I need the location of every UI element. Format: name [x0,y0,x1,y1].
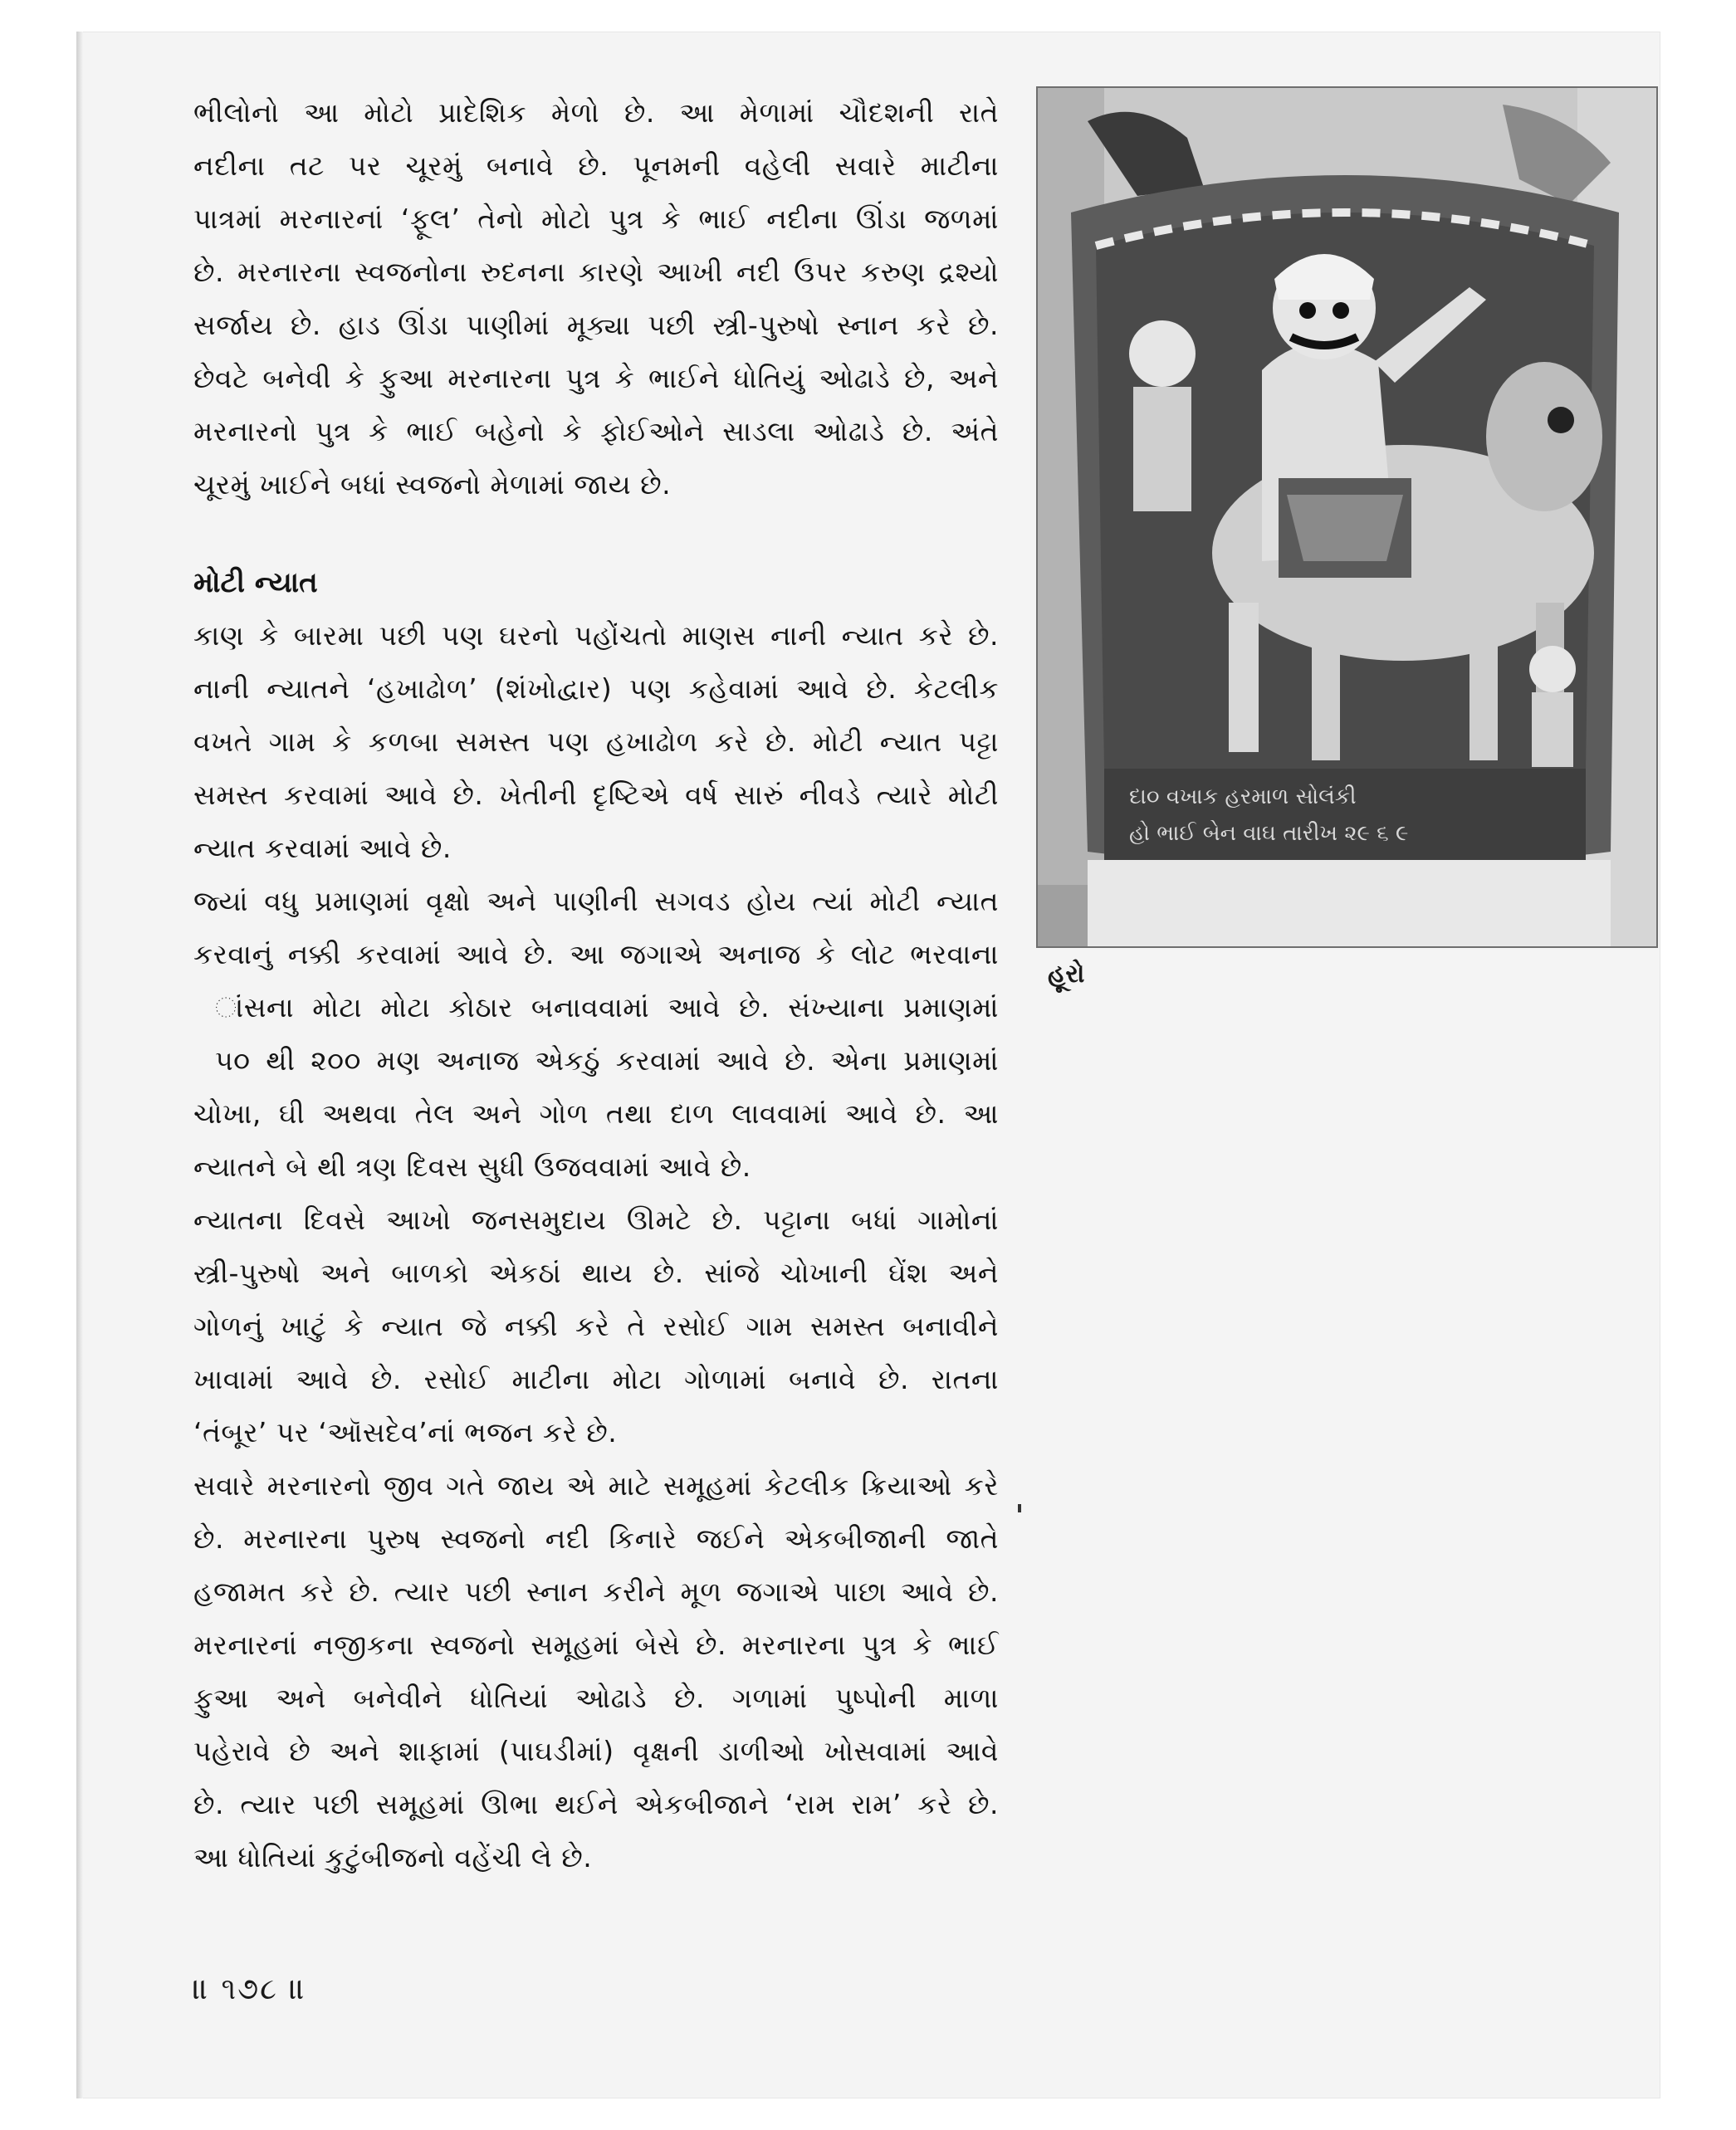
text-line: હજામત કરે છે. ત્યાર પછી સ્નાન કરીને મૂળ જગાએ પાછા આવે છે. [193,1576,999,1608]
text-column [193,86,999,1884]
text-line: ખાવામાં આવે છે. રસોઈ માટીના મોટા ગોળામાં બનાવે છે. રાતના [193,1363,999,1395]
text-line: કાણ કે બારમા પછી પણ ઘરનો પહોંચતો માણસ નાની ન્યાત કરે છે. [193,619,999,652]
print-mark [1018,1504,1021,1512]
text-line: ચોખા, ઘી અથવા તેલ અને ગોળ તથા દાળ લાવવામાં આવે છે. આ [193,1097,999,1130]
text-line: છેવટે બનેવી કે ફુઆ મરનારના પુત્ર કે ભાઈને ધોતિયું ઓઢાડે છે, અને [193,362,999,394]
memorial-stone-photo [1036,86,1658,948]
text-line: જ્યાં વધુ પ્રમાણમાં વૃક્ષો અને પાણીની સગવડ હોય ત્યાં મોટી ન્યાત [193,885,999,917]
paragraph [193,875,999,1194]
paragraph [193,1194,999,1459]
text-line: સર્જાય છે. હાડ ઊંડા પાણીમાં મૂક્યા પછી સ્ત્રી-પુરુષો સ્નાન કરે છે. [193,309,999,341]
text-line: પાત્રમાં મરનારનાં ‘ફૂલ’ તેનો મોટો પુત્ર કે ભાઈ નદીના ઊંડા જળમાં [193,203,999,235]
text-line: છે. મરનારના પુરુષ સ્વજનો નદી કિનારે જઈને એકબીજાની જાતે [193,1522,999,1555]
section-body [193,609,999,1884]
paragraph-fair-description [193,86,999,511]
text-line: પહેરાવે છે અને શાફામાં (પાઘડીમાં) વૃક્ષની ડાળીઓ ખોસવામાં આવે [193,1735,999,1767]
photo-caption: હૂરો [1048,960,1085,989]
paragraph [193,1459,999,1884]
text-line: નદીના તટ પર ચૂરમું બનાવે છે. પૂનમની વહેલી સવારે માટીના [193,149,999,182]
inscription-line-2: હો ભાઈ બેન વાઘ તારીખ ૨૯ ૬ ૯ [1129,821,1409,846]
text-line: મરનારનાં નજીકના સ્વજનો સમૂહમાં બેસે છે. મરનારના પુત્ર કે ભાઈ [193,1629,999,1661]
text-line: સમસ્ત કરવામાં આવે છે. ખેતીની દૃષ્ટિએ વર્ષ સારું નીવડે ત્યારે મોટી [193,779,999,811]
text-line: ૫૦ થી ૨૦૦ મણ અનાજ એકઠું કરવામાં આવે છે. એના પ્રમાણમાં [215,1044,999,1077]
paragraph [193,609,999,875]
text-line: છે. ત્યાર પછી સમૂહમાં ઊભા થઈને એકબીજાને ‘રામ રામ’ કરે છે. [193,1788,999,1820]
text-line: ફુઆ અને બનેવીને ધોતિયાં ઓઢાડે છે. ગળામાં પુષ્પોની માળા [193,1682,999,1714]
text-line: કરવાનું નક્કી કરવામાં આવે છે. આ જગાએ અનાજ કે લોટ ભરવાના [193,938,999,970]
text-line: ન્યાત કરવામાં આવે છે. [193,832,452,864]
text-line: ગોળનું ખાટું કે ન્યાત જે નક્કી કરે તે રસોઈ ગામ સમસ્ત બનાવીને [193,1310,999,1342]
page-number: ॥ ૧૭૮ ॥ [193,1972,307,2006]
text-line: સ્ત્રી-પુરુષો અને બાળકો એકઠાં થાય છે. સાંજે ચોખાની ઘેંશ અને [193,1257,999,1289]
text-line: ચૂરમું ખાઈને બધાં સ્વજનો મેળામાં જાય છે. [193,468,672,501]
section-heading: મોટી ન્યાત [193,566,318,599]
text-line: ન્યાતના દિવસે આખો જનસમુદાય ઊમટે છે. પટ્ટાના બધાં ગામોનાં [193,1204,999,1236]
inscription-line-1: દા૦ વખાક હરમાળ સોલંકી [1129,784,1357,809]
page-gutter-shadow [76,32,83,2098]
text-line: સવારે મરનારનો જીવ ગતે જાય એ માટે સમૂહમાં કેટલીક ક્રિયાઓ કરે [193,1469,999,1502]
text-line: ાંસના મોટા મોટા કોઠાર બનાવવામાં આવે છે. સંખ્યાના પ્રમાણમાં [215,991,999,1023]
text-line: ભીલોનો આ મોટો પ્રાદેશિક મેળો છે. આ મેળામાં ચૌદશની રાતે [193,96,999,129]
text-line: મરનારનો પુત્ર કે ભાઈ બહેનો કે ફોઈઓને સાડલા ઓઢાડે છે. અંતે [193,415,999,447]
text-line: ‘તંબૂર’ પર ‘ઑસદેવ’નાં ભજન કરે છે. [193,1416,618,1448]
text-line: નાની ન્યાતને ‘હખાઢોળ’ (શંખોદ્વાર) પણ કહેવામાં આવે છે. કેટલીક [193,672,999,705]
text-line: છે. મરનારના સ્વજનોના રુદનના કારણે આખી નદી ઉપર કરુણ દ્રશ્યો [193,256,999,288]
text-line: ન્યાતને બે થી ત્રણ દિવસ સુધી ઉજવવામાં આવે છે. [193,1150,751,1183]
text-line: આ ધોતિયાં કુટુંબીજનો વહેંચી લે છે. [193,1841,593,1874]
text-line: વખતે ગામ કે કળબા સમસ્ત પણ હખાઢોળ કરે છે. મોટી ન્યાત પટ્ટા [193,725,999,758]
